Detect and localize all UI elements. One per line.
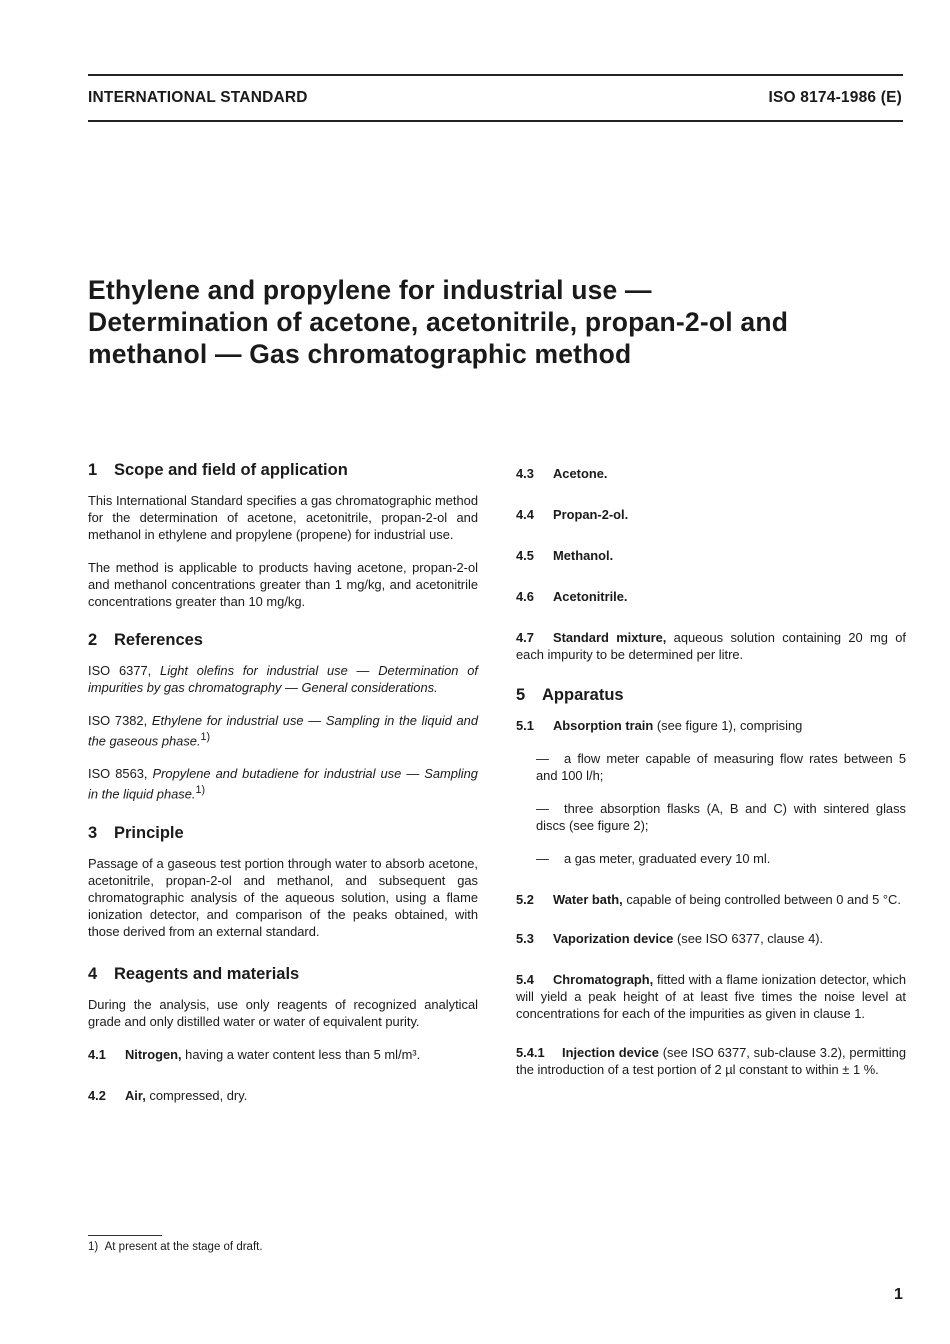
page-number: 1 — [894, 1286, 903, 1303]
left-column — [88, 462, 478, 1120]
header-top-rule — [88, 74, 903, 76]
clause-4-7: 4.7 Standard mixture, aqueous solution containing 20 mg of each impurity to be determined per litre. — [516, 630, 906, 662]
list-item-gas-meter: — a gas meter, graduated every 10 ml. — [536, 851, 771, 866]
reference-iso-8563: ISO 8563, Propylene and butadiene for industrial use — Sampling in the liquid phase.$^{1)}$ — [88, 766, 478, 802]
clause-4-5: 4.5 Methanol. — [516, 548, 614, 563]
section-4-paragraph: During the analysis, use only reagents of recognized analytical grade and only distilled water or water of equivalent purity. — [88, 996, 478, 1029]
title-line-3: methanol — Gas chromatographic method — [88, 339, 632, 369]
document-title — [88, 274, 908, 370]
reference-iso-7382: ISO 7382, Ethylene for industrial use — Sampling in the liquid and the gaseous phase.$^{1)}$ — [88, 713, 478, 749]
footnote: 1) At present at the stage of draft. — [88, 1241, 263, 1253]
header-bottom-rule — [88, 120, 903, 122]
clause-4-3: 4.3 Acetone. — [516, 466, 608, 481]
reference-iso-6377: ISO 6377, Light olefins for industrial use — Determination of impurities by gas chromatography — General considerations. — [88, 663, 478, 695]
section-3-heading: 3 Principle — [88, 823, 184, 842]
section-1-paragraph-2: The method is applicable to products having acetone, propan-2-ol and methanol concentrations greater than 1 mg/kg, and acetonitrile concentrations greater than 10 mg/kg. — [88, 560, 478, 609]
header-standard-number: ISO 8174-1986 (E) — [768, 89, 902, 106]
clause-5-4-1: 5.4.1 Injection device (see ISO 6377, sub-clause 3.2), permitting the introduction of a test portion of 2 µl constant to within ± 1 %. — [516, 1045, 906, 1077]
clause-5-3: 5.3 Vaporization device (see ISO 6377, clause 4). — [516, 931, 824, 946]
clause-4-1: 4.1 Nitrogen, having a water content less than 5 ml/m³. — [88, 1046, 421, 1062]
clause-5-4: 5.4 Chromatograph, fitted with a flame ionization detector, which will yield a peak height of at least five times the noise level at concentrations for each of the impurities as given in clause 1. — [516, 972, 906, 1021]
footnote-ref: 1) — [195, 784, 206, 797]
title-line-2: Determination of acetone, acetonitrile, propan-2-ol and — [88, 307, 789, 337]
footnote-rule — [88, 1235, 162, 1236]
title-line-1: Ethylene and propylene for industrial use — — [88, 275, 652, 305]
section-2-heading: 2 References — [88, 631, 203, 649]
clause-5-2: 5.2 Water bath, capable of being controlled between 0 and 5 °C. — [516, 892, 901, 907]
section-1-heading: 1 Scope and field of application — [88, 461, 348, 479]
footnote-ref: 1) — [200, 731, 211, 743]
section-4-heading: 4 Reagents and materials — [88, 964, 300, 983]
clause-4-2: 4.2 Air, compressed, dry. — [88, 1087, 248, 1103]
section-3-paragraph: Passage of a gaseous test portion through water to absorb acetone, acetonitrile, propan-2-ol and methanol, and subsequent gas chromatographic analysis of the aqueous solution, using a flame ionization detector, and comparison of the peaks obtained, with those derived from an external standard. — [88, 855, 478, 939]
header-standard-type: INTERNATIONAL STANDARD — [88, 89, 308, 106]
list-item-flow-meter: — a flow meter capable of measuring flow rates between 5 and 100 l/h; — [536, 751, 906, 783]
clause-4-4: 4.4 Propan-2-ol. — [516, 507, 629, 522]
clause-5-1: 5.1 Absorption train (see figure 1), comprising — [516, 718, 803, 733]
section-1-paragraph-1: This International Standard specifies a gas chromatographic method for the determination of acetone, acetonitrile, propan-2-ol and methanol in ethylene and propylene (propene) for industrial use. — [88, 493, 478, 542]
section-5-heading: 5 Apparatus — [516, 686, 624, 704]
list-item-absorption-flasks: — three absorption flasks (A, B and C) with sintered glass discs (see figure 2); — [536, 801, 906, 833]
clause-4-6: 4.6 Acetonitrile. — [516, 589, 628, 604]
right-column — [516, 465, 906, 1094]
